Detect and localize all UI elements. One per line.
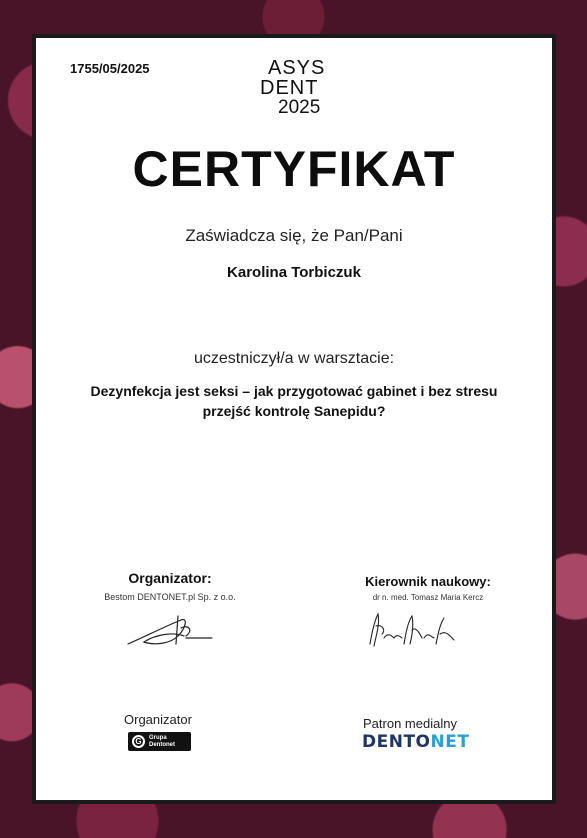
organizer-company: Bestom DENTONET.pl Sp. z o.o. <box>104 592 236 602</box>
badge-line-2: Dentonet <box>149 741 175 748</box>
scientific-director-signature <box>364 604 460 654</box>
dentonet-logo-part1: DENTO <box>362 732 431 752</box>
logo-line-1: ASYS <box>268 57 326 79</box>
certificate-title: CERTYFIKAT <box>132 141 456 197</box>
dentonet-logo-part2: NET <box>430 732 470 752</box>
scientific-director-heading: Kierownik naukowy: <box>365 574 491 589</box>
g-logo-icon: G <box>132 735 145 748</box>
workshop-title: Dezynfekcja jest seksi – jak przygotować gabinet i bez stresu przejść kontrolę Sanepidu? <box>90 383 498 419</box>
scientific-director-name: dr n. med. Tomasz Maria Kercz <box>372 593 484 602</box>
certificate-number: 1755/05/2025 <box>70 61 150 76</box>
certificate-paper <box>36 38 552 800</box>
asysdent-logo <box>254 58 334 120</box>
organizer-signature-block <box>50 570 290 602</box>
logo-line-3: 2025 <box>278 97 321 118</box>
dentonet-logo <box>362 732 469 752</box>
organizer-signature <box>126 606 216 656</box>
grupa-dentonet-logo <box>128 732 191 751</box>
participant-name: Karolina Torbiczuk <box>227 264 361 281</box>
media-patron-label: Patron medialny <box>363 716 457 731</box>
badge-line-1: Grupa <box>149 734 167 741</box>
logo-line-2: DENT <box>260 77 319 99</box>
participation-text: uczestniczył/a w warsztacie: <box>193 350 395 367</box>
scientific-director-block <box>308 574 548 602</box>
certificate-intro: Zaświadcza się, że Pan/Pani <box>185 226 403 245</box>
organizer-heading: Organizator: <box>128 570 212 586</box>
organizer-label: Organizator <box>124 712 192 727</box>
